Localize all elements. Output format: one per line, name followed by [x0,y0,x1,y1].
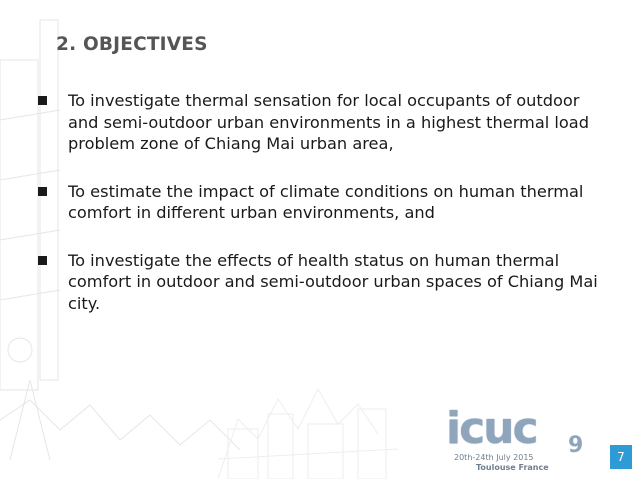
logo-place: Toulouse France [476,463,549,472]
objective-text: To investigate the effects of health status on human thermal comfort in outdoor and semi-outdoor urban spaces of Chiang Mai city. [68,250,598,313]
objective-item-1 [38,90,598,155]
slide-title: 2. OBJECTIVES [56,34,208,55]
logo-name: icuc [446,403,537,454]
square-bullet-icon [38,96,47,105]
square-bullet-icon [38,187,47,196]
logo-dates: 20th-24th July 2015 [454,453,534,462]
conference-logo [446,403,596,475]
objectives-list [38,90,598,340]
objective-item-2 [38,181,598,224]
objective-text: To investigate thermal sensation for local occupants of outdoor and semi-outdoor urban environments in a highest thermal load problem zone of Chiang Mai urban area, [68,91,589,153]
square-bullet-icon [38,256,47,265]
page-number-badge: 7 [610,445,632,469]
objective-item-3 [38,250,598,315]
objective-text: To estimate the impact of climate conditions on human thermal comfort in different urban environments, and [68,181,584,222]
logo-edition: 9 [568,433,584,458]
